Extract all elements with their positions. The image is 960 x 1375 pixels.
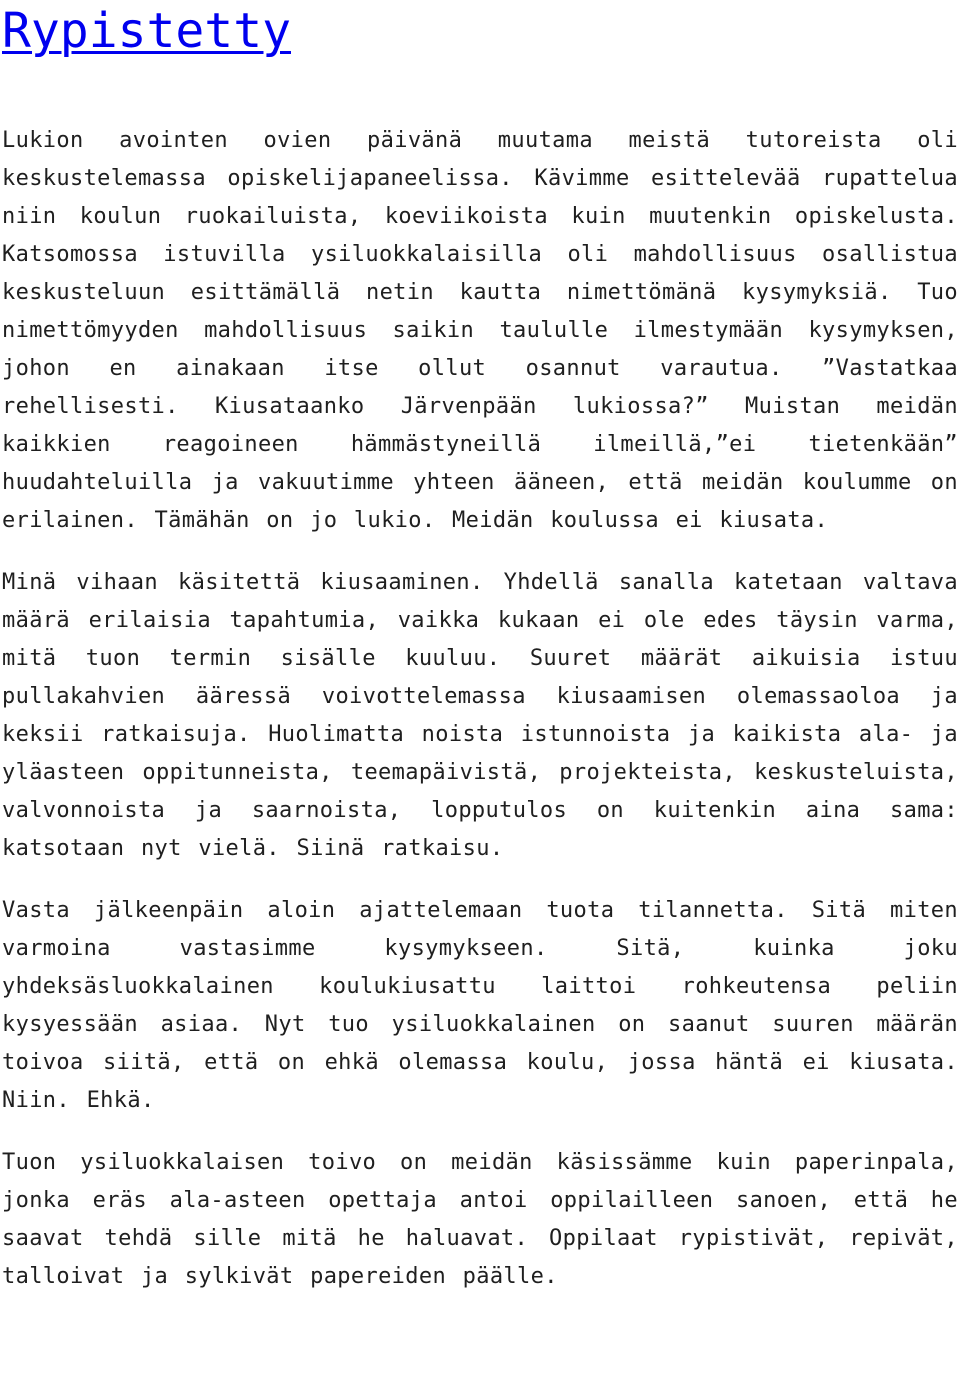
paragraph-1: Lukion avointen ovien päivänä muutama meistä tutoreista oli keskustelemassa opiskelijapaneelissa. Kävimme esittelevää rupattelua niin koulun ruokailuista, koeviikoista kuin muutenkin opiskelusta. Katsomossa istuvilla ysiluokkalaisilla oli mahdollisuus osallistua keskusteluun esittämällä netin kautta nimettömänä kysymyksiä. Tuo nimettömyyden mahdollisuus saikin taululle ilmestymään kysymyksen, johon en ainakaan itse ollut osannut varautua. ”Vastatkaa rehellisesti. Kiusataanko Järvenpään lukiossa?” Muistan meidän kaikkien reagoineen hämmästyneillä ilmeillä,”ei tietenkään” huudahteluilla ja vakuutimme yhteen ääneen, että meidän koulumme on erilainen. Tämähän on jo lukio. Meidän koulussa ei kiusata.: [2, 128, 958, 533]
article-title-link[interactable]: Rypistetty: [2, 3, 291, 59]
paragraph-3: Vasta jälkeenpäin aloin ajattelemaan tuota tilannetta. Sitä miten varmoina vastasimme kysymykseen. Sitä, kuinka joku yhdeksäsluokkalainen koulukiusattu laittoi rohkeutensa peliin kysyessään asiaa. Nyt tuo ysiluokkalainen on saanut suuren määrän toivoa siitä, että on ehkä olemassa koulu, jossa häntä ei kiusata. Niin. Ehkä.: [2, 898, 958, 1113]
article-body: [2, 122, 958, 1296]
article-title: [2, 0, 958, 86]
paragraph-2: Minä vihaan käsitettä kiusaaminen. Yhdellä sanalla katetaan valtava määrä erilaisia tapahtumia, vaikka kukaan ei ole edes täysin varma, mitä tuon termin sisälle kuuluu. Suuret määrät aikuisia istuu pullakahvien ääressä voivottelemassa kiusaamisen olemassaoloa ja keksii ratkaisuja. Huolimatta noista istunnoista ja kaikista ala- ja yläasteen oppitunneista, teemapäivistä, projekteista, keskusteluista, valvonnoista ja saarnoista, lopputulos on kuitenkin aina sama: katsotaan nyt vielä. Siinä ratkaisu.: [2, 570, 958, 861]
paragraph-4: Tuon ysiluokkalaisen toivo on meidän käsissämme kuin paperinpala, jonka eräs ala-asteen opettaja antoi oppilailleen sanoen, että he saavat tehdä sille mitä he haluavat. Oppilaat rypistivät, repivät, talloivat ja sylkivät papereiden päälle.: [2, 1150, 958, 1289]
